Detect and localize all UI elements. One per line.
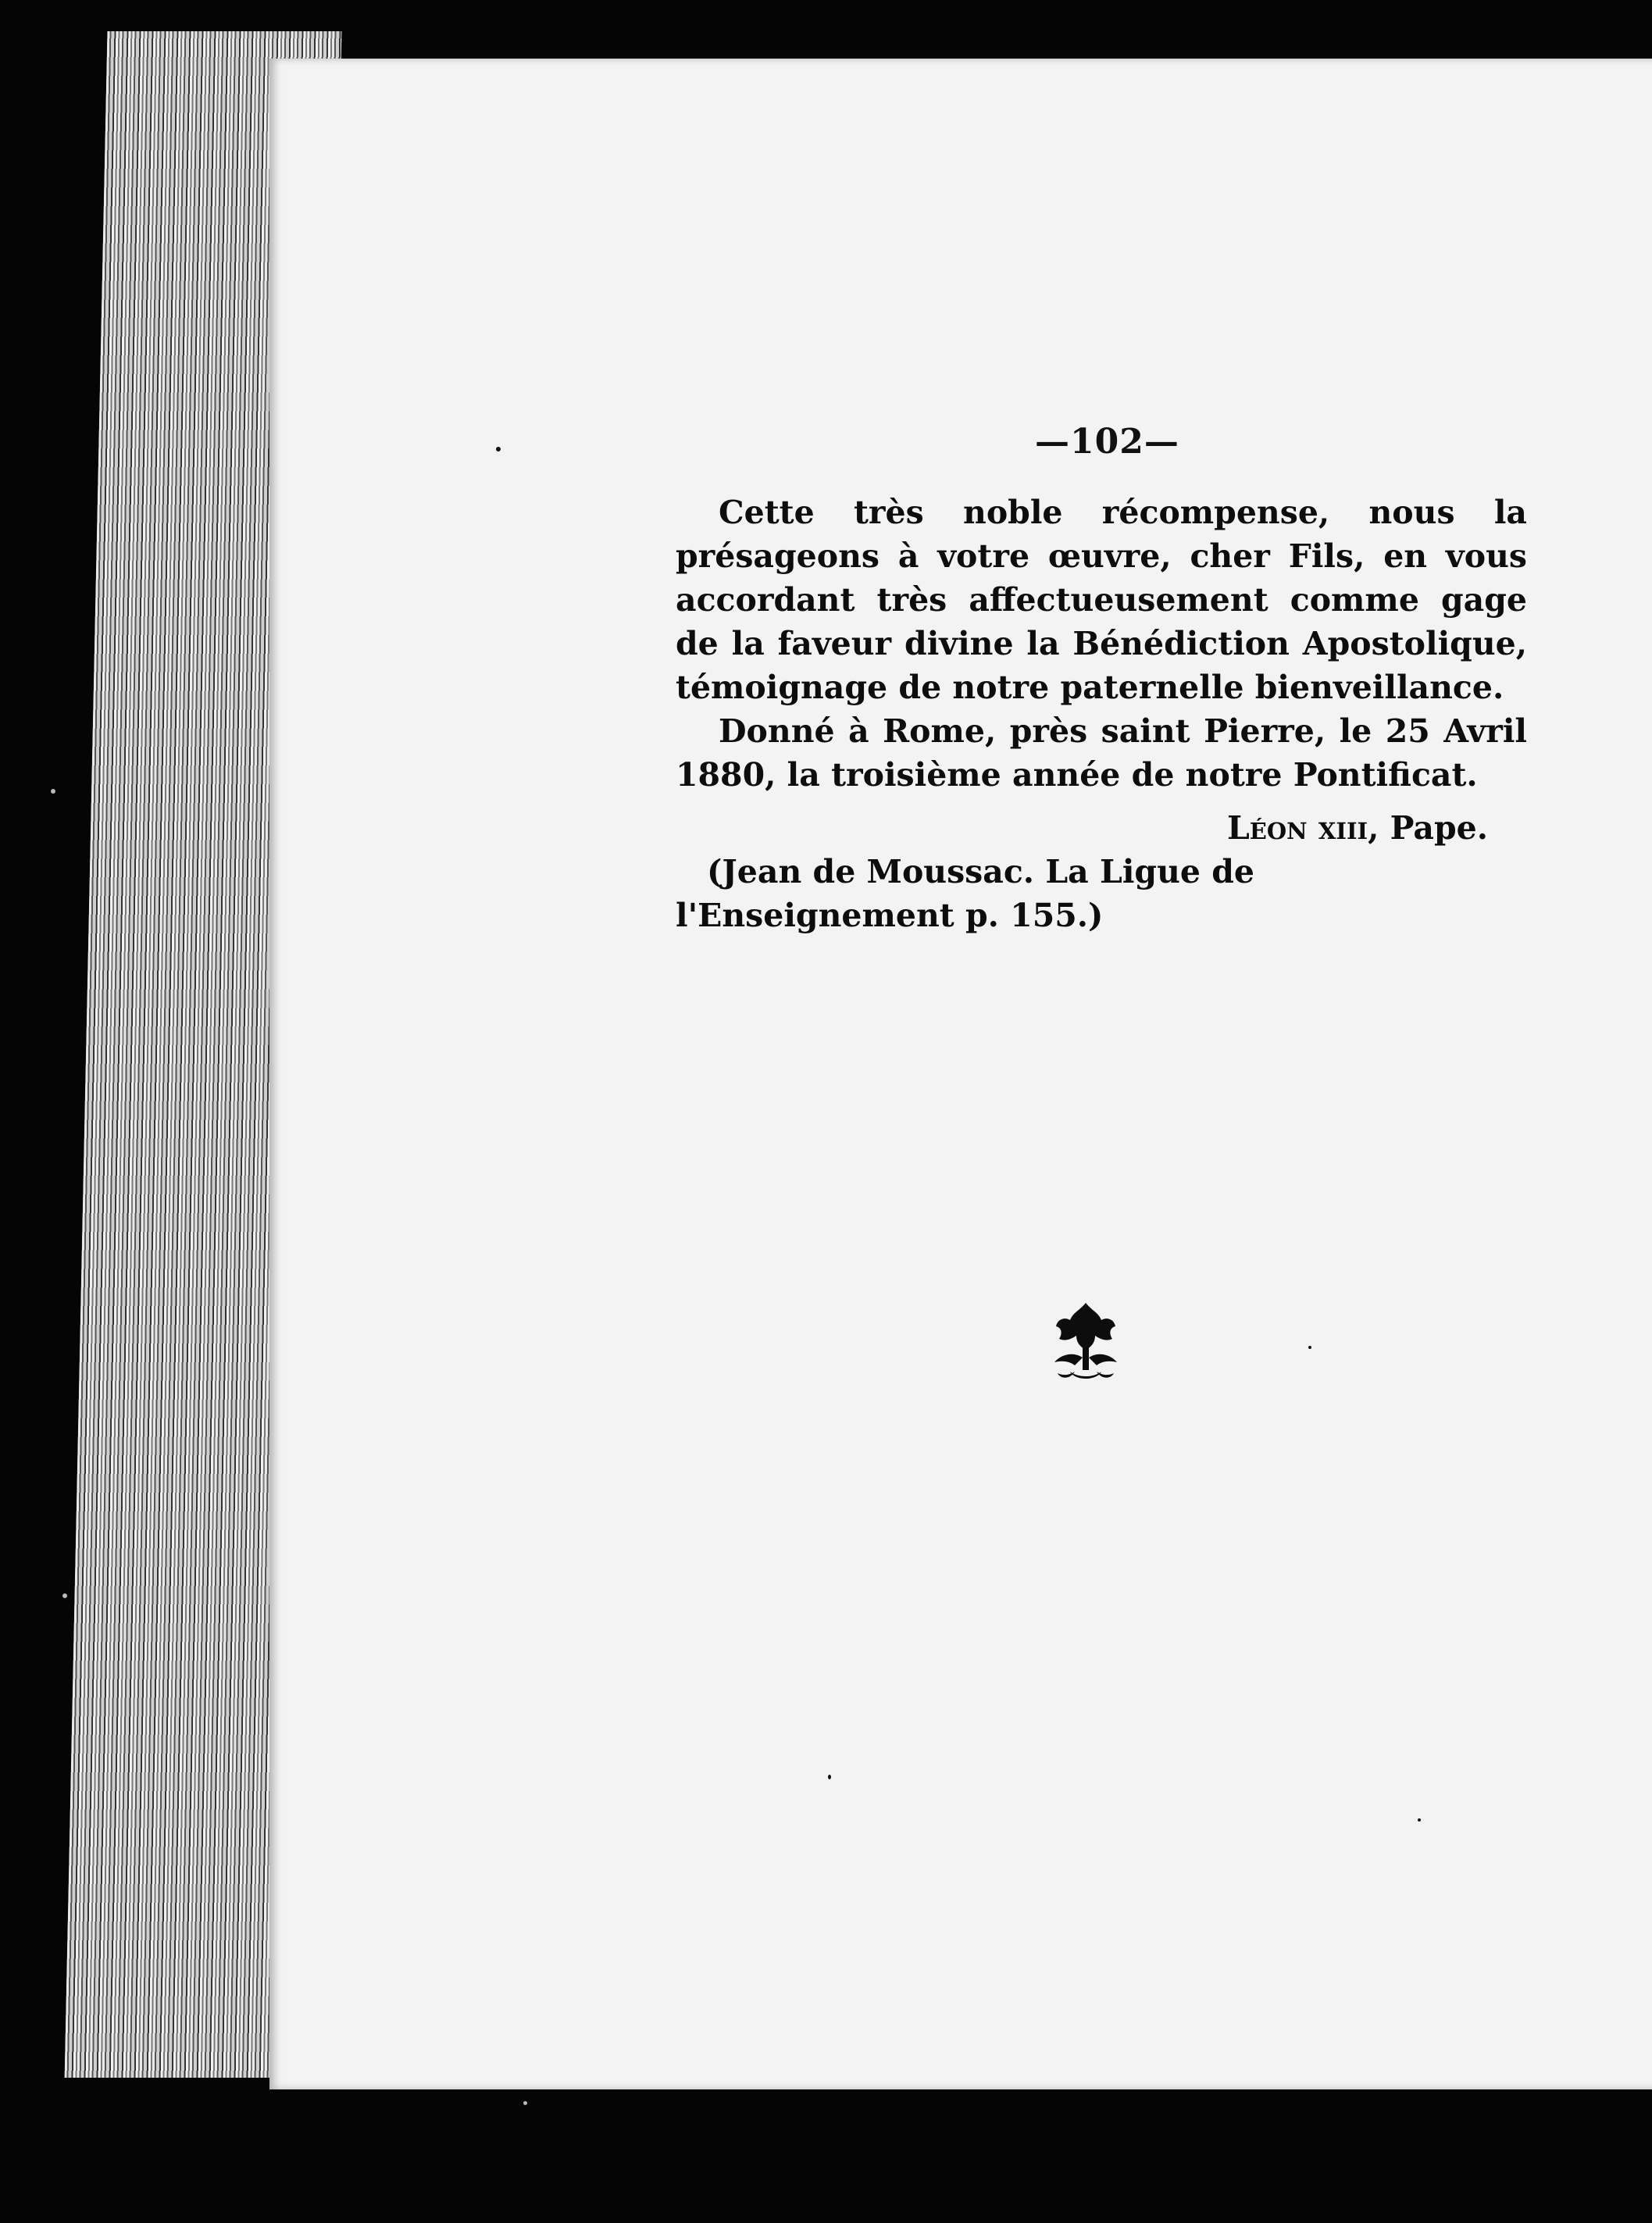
signature-name: Léon xiii bbox=[1226, 809, 1368, 847]
paragraph-date: Donné à Rome, près saint Pierre, le 25 Avril 1880, la troisième année de notre Pontificat. bbox=[676, 712, 1527, 794]
page-speck bbox=[1308, 1346, 1311, 1349]
page-speck bbox=[496, 447, 501, 451]
signature-title: , Pape. bbox=[1368, 809, 1488, 847]
page-speck bbox=[51, 789, 55, 794]
page-speck bbox=[828, 1775, 831, 1779]
page-speck bbox=[62, 1593, 67, 1598]
leaf-ornament-icon bbox=[1039, 1297, 1133, 1390]
page-speck bbox=[1418, 1818, 1421, 1822]
page-speck bbox=[523, 2101, 527, 2105]
page-number: —102— bbox=[1035, 422, 1179, 462]
body-text bbox=[676, 491, 1527, 937]
book-page bbox=[269, 59, 1652, 2089]
paragraph-blessing: Cette très noble récompense, nous la présageons à votre œuvre, cher Fils, en vous accordant très affectueusement comme gage de la faveur divine la Bénédiction Apostolique, témoignage de notre paternelle bienveillance. bbox=[676, 494, 1527, 706]
signature bbox=[676, 806, 1527, 850]
citation: (Jean de Moussac. La Ligue de l'Enseignement p. 155.) bbox=[676, 853, 1255, 934]
